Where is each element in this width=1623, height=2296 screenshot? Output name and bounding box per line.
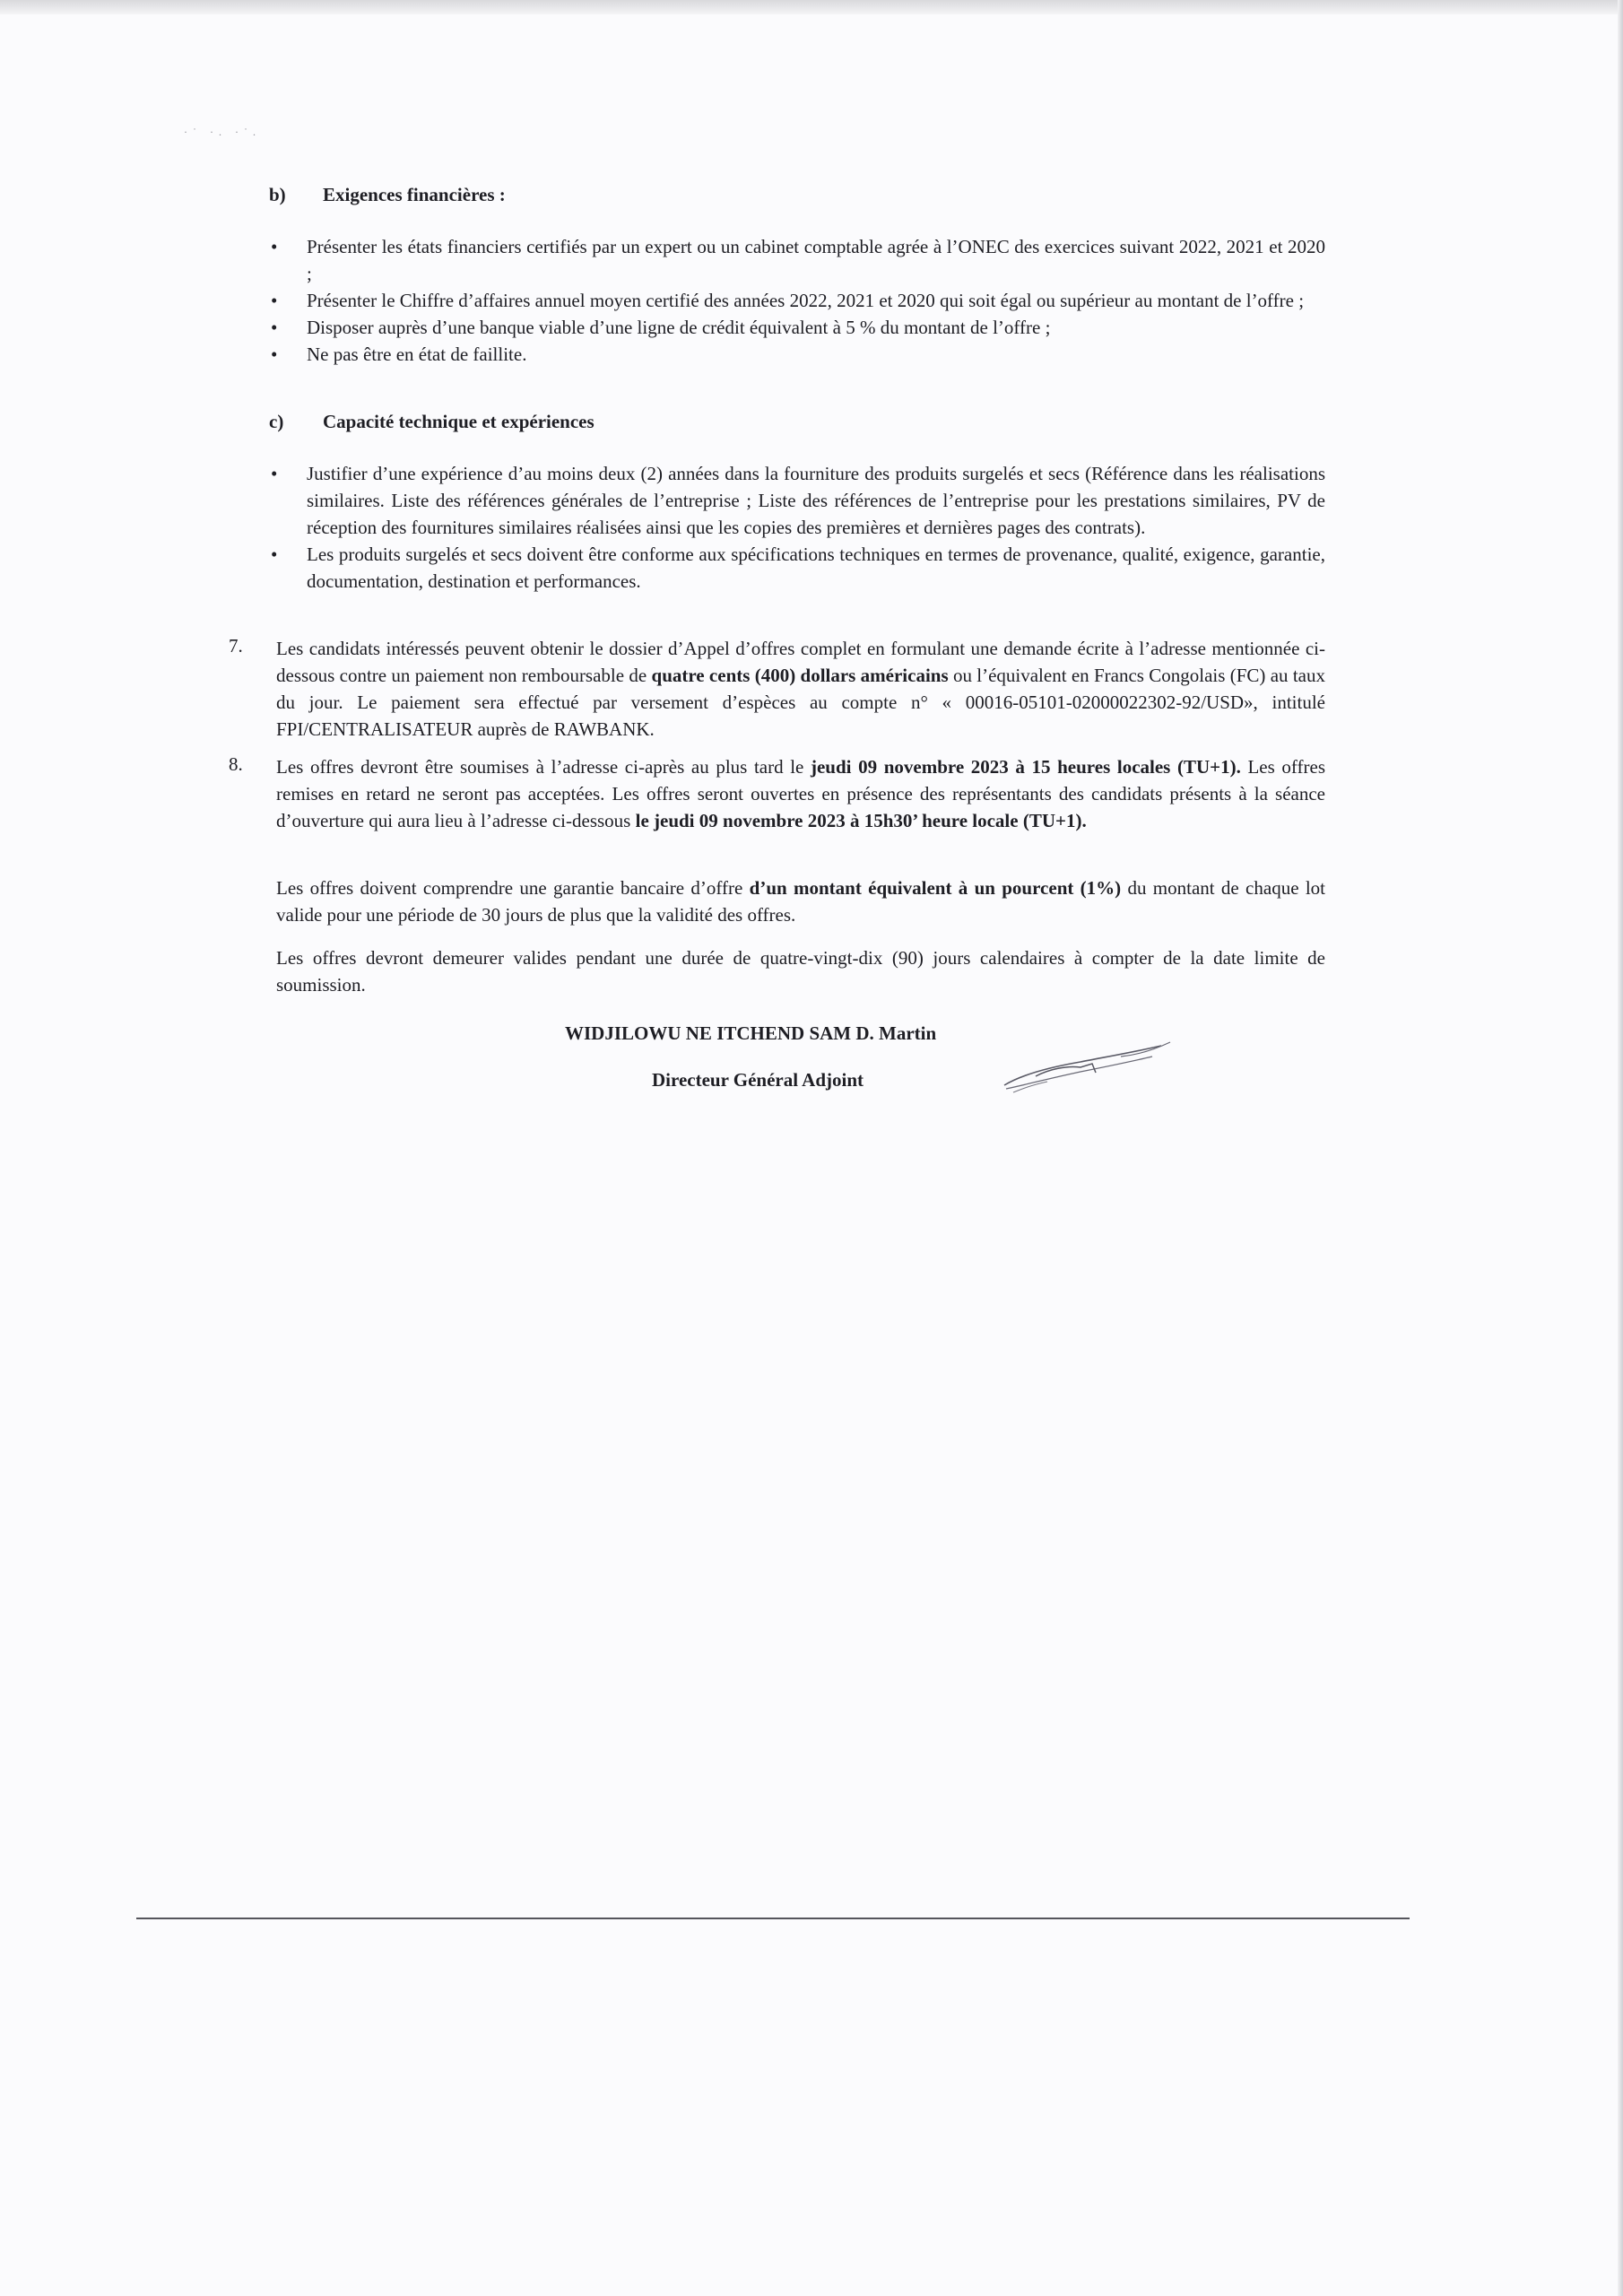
signatory-name: WIDJILOWU NE ITCHEND SAM D. Martin xyxy=(565,1022,937,1044)
guarantee-paragraph: Les offres doivent comprendre une garantie bancaire d’offre d’un montant équivalent à un pourcent (1%) du montant de chaque lot valide pour une période de 30 jours de plus que la validité des offres. xyxy=(276,877,1325,926)
signatory-title: Directeur Général Adjoint xyxy=(652,1069,864,1091)
item-7-amount: quatre cents (400) dollars américains xyxy=(651,665,949,686)
guarantee-amount: d’un montant équivalent à un pourcent (1%) xyxy=(749,877,1122,899)
scan-edge-right xyxy=(1618,0,1623,2296)
item-8-paragraph: Les offres devront être soumises à l’adresse ci-après au plus tard le jeudi 09 novembre 2023 à 15 heures locales (TU+1). Les offres remises en retard ne seront pas acceptées. Les offres seront ouvertes en présence des représentants des candidats présents à la séance d’ouverture qui aura lieu à l’adresse ci-dessous le jeudi 09 novembre 2023 à 15h30’ heure locale (TU+1). xyxy=(276,756,1325,831)
bullet-icon: • xyxy=(271,344,278,365)
list-item: • Présenter les états financiers certifiés par un expert ou un cabinet comptable agrée à l’ONEC des exercices suivant 2022, 2021 et 2020 ; xyxy=(269,233,1325,287)
section-c-marker: c) xyxy=(269,411,284,432)
item-7-paragraph: Les candidats intéressés peuvent obtenir le dossier d’Appel d’offres complet en formulant une demande écrite à l’adresse mentionnée ci-dessous contre un paiement non remboursable de quatre cents (400) dollars américains ou l’équivalent en Francs Congolais (FC) au taux du jour. Le paiement sera effectué par versement d’espèces au compte n° « 00016-05101-02000022302-92/USD», intitulé FPI/CENTRALISATEUR auprès de RAWBANK. xyxy=(276,638,1325,740)
footer-divider xyxy=(136,1918,1410,1919)
item-7-number: 7. xyxy=(229,635,243,657)
list-item: • Présenter le Chiffre d’affaires annuel moyen certifié des années 2022, 2021 et 2020 qui soit égal ou supérieur au montant de l’offre ; xyxy=(269,287,1325,314)
list-item: • Justifier d’une expérience d’au moins deux (2) années dans la fourniture des produits surgelés et secs (Référence dans les réalisations similaires. Liste des références générales de l’entreprise ; Liste des références de l’entreprise pour les prestations similaires, PV de réception des fournitures similaires réalisées ainsi que les copies des premières et dernières pages des contrats). xyxy=(269,460,1325,541)
scan-edge-top xyxy=(0,0,1623,14)
bullet-icon: • xyxy=(271,463,278,484)
list-item: • Les produits surgelés et secs doivent être conforme aux spécifications techniques en termes de provenance, qualité, exigence, garantie, documentation, destination et performances. xyxy=(269,541,1325,595)
handwritten-signature xyxy=(995,1030,1175,1101)
scan-specks: ·˙ ·. ·˙. xyxy=(184,126,261,138)
item-8-deadline: jeudi 09 novembre 2023 à 15 heures locales (TU+1). xyxy=(810,756,1241,778)
section-b-list xyxy=(269,233,1325,368)
list-item: • Ne pas être en état de faillite. xyxy=(269,341,1325,368)
section-c-heading xyxy=(269,408,595,435)
section-b-title: Exigences financières : xyxy=(323,184,506,205)
item-8-opening: le jeudi 09 novembre 2023 à 15h30’ heure locale (TU+1). xyxy=(635,810,1087,831)
section-c-title: Capacité technique et expériences xyxy=(323,411,595,432)
list-item: • Disposer auprès d’une banque viable d’une ligne de crédit équivalent à 5 % du montant de l’offre ; xyxy=(269,314,1325,341)
section-b-heading xyxy=(269,181,506,208)
bullet-icon: • xyxy=(271,317,278,338)
bullet-icon: • xyxy=(271,236,278,257)
bullet-icon: • xyxy=(271,544,278,565)
validity-paragraph: Les offres devront demeurer valides pendant une durée de quatre-vingt-dix (90) jours calendaires à compter de la date limite de soumission. xyxy=(276,947,1325,996)
item-8-number: 8. xyxy=(229,753,243,775)
section-b-marker: b) xyxy=(269,184,286,205)
bullet-icon: • xyxy=(271,290,278,311)
section-c-list xyxy=(269,460,1325,595)
